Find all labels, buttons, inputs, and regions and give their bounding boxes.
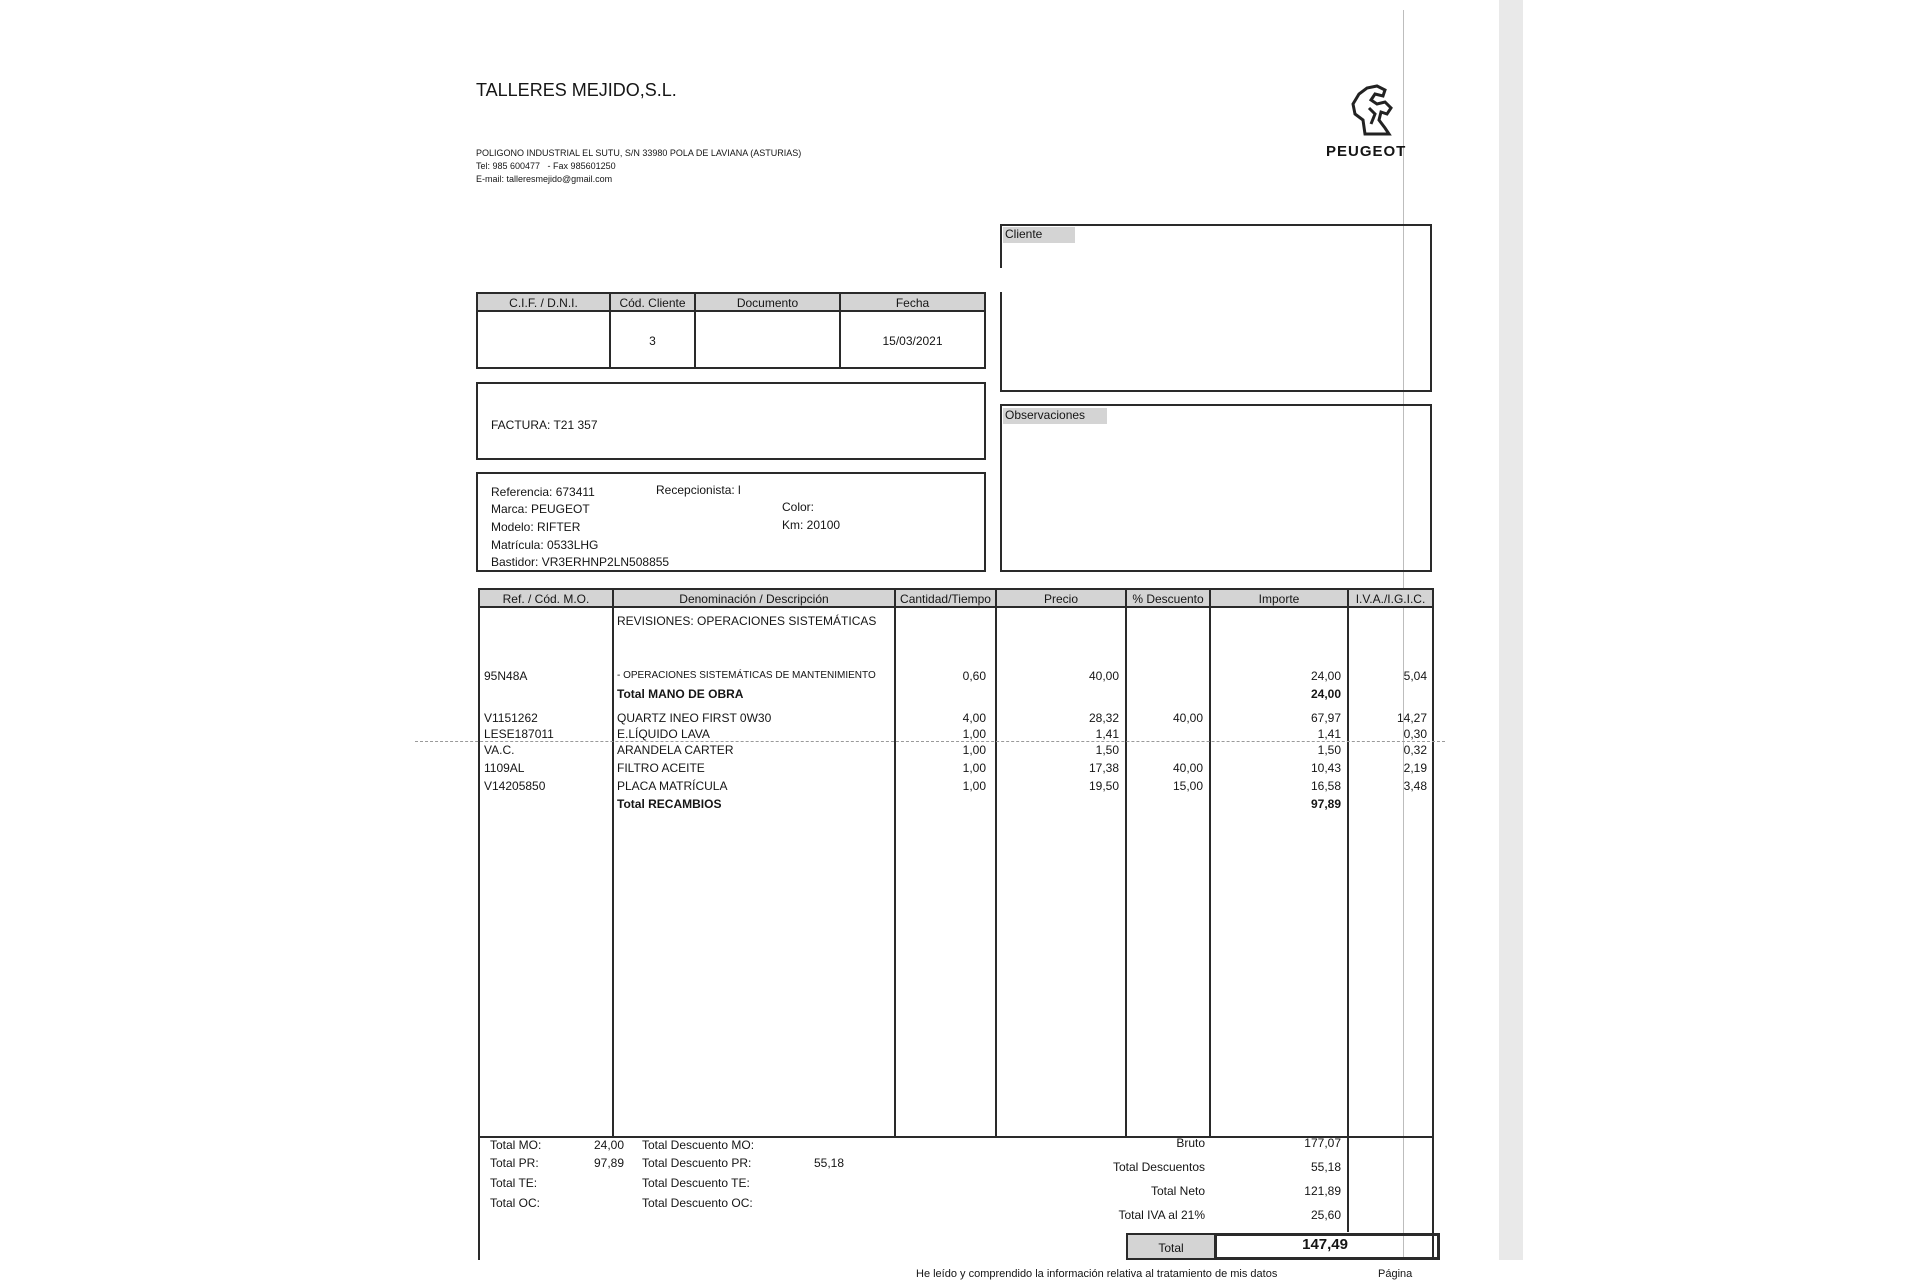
line-item-price: 1,41 xyxy=(1095,727,1119,741)
line-item-amount: 24,00 xyxy=(1310,669,1341,683)
line-item-amount: 67,97 xyxy=(1310,711,1341,725)
id-table-header-line xyxy=(476,310,986,312)
summary-right-value: 25,60 xyxy=(1310,1208,1341,1222)
id-header-cif: C.I.F. / D.N.I. xyxy=(509,296,578,310)
line-item-desc: PLACA MATRÍCULA xyxy=(617,779,728,793)
summary-left-disc-label: Total Descuento TE: xyxy=(642,1176,750,1190)
id-value-fecha: 15/03/2021 xyxy=(882,334,943,348)
summary-divider xyxy=(1347,1136,1349,1232)
line-item-ref: V1151262 xyxy=(484,711,538,725)
line-item-desc: Total MANO DE OBRA xyxy=(617,687,744,701)
summary-left-label: Total MO: xyxy=(490,1138,542,1152)
line-item-qty: 1,00 xyxy=(962,779,986,793)
summary-right-label: Total IVA al 21% xyxy=(1118,1208,1205,1222)
line-item-desc: ARANDELA CARTER xyxy=(617,743,734,757)
summary-left-disc-value: 55,18 xyxy=(813,1156,844,1170)
col-header-cantidad: Cantidad/Tiempo xyxy=(900,592,991,606)
line-item-price: 28,32 xyxy=(1088,711,1119,725)
line-item-ref: VA.C. xyxy=(484,743,515,757)
brand-name: PEUGEOT xyxy=(1326,143,1407,160)
col-header-iva: I.V.A./I.G.I.C. xyxy=(1355,592,1426,606)
company-email: E-mail: talleresmejido@gmail.com xyxy=(476,174,613,184)
total-value: 147,49 xyxy=(1302,1236,1348,1253)
vehicle-km: Km: 20100 xyxy=(782,518,841,532)
client-label: Cliente xyxy=(1003,227,1075,243)
vehicle-modelo: Modelo: RIFTER xyxy=(491,520,581,534)
line-item-disc: 40,00 xyxy=(1172,711,1203,725)
peugeot-lion-logo-icon xyxy=(1345,80,1401,138)
line-item-ref: 95N48A xyxy=(484,669,528,683)
line-item-amount: 10,43 xyxy=(1310,761,1341,775)
line-item-qty: 4,00 xyxy=(962,711,986,725)
total-label: Total xyxy=(1158,1241,1184,1255)
summary-right-value: 121,89 xyxy=(1304,1184,1341,1198)
line-item-qty: 1,00 xyxy=(962,743,986,757)
vehicle-recepcionista: Recepcionista: l xyxy=(656,483,741,497)
line-item-amount: 97,89 xyxy=(1310,797,1341,811)
summary-left-disc-label: Total Descuento MO: xyxy=(642,1138,755,1152)
vehicle-referencia: Referencia: 673411 xyxy=(491,485,595,499)
col-header-ref: Ref. / Cód. M.O. xyxy=(502,592,590,606)
line-item-desc: Total RECAMBIOS xyxy=(617,797,722,811)
col-header-precio: Precio xyxy=(1043,592,1078,606)
invoice-number: FACTURA: T21 357 xyxy=(491,418,598,432)
summary-right-value: 177,07 xyxy=(1304,1136,1341,1150)
col-header-importe: Importe xyxy=(1258,592,1300,606)
id-header-cod-cliente: Cód. Cliente xyxy=(619,296,686,310)
line-item-price: 40,00 xyxy=(1088,669,1119,683)
line-item-amount: 24,00 xyxy=(1310,687,1341,701)
line-item-desc: - OPERACIONES SISTEMÁTICAS DE MANTENIMIENTO xyxy=(617,670,876,681)
company-name: TALLERES MEJIDO,S.L. xyxy=(476,80,677,100)
line-item-price: 17,38 xyxy=(1088,761,1119,775)
summary-left-disc-label: Total Descuento PR: xyxy=(642,1156,752,1170)
line-item-ref: V14205850 xyxy=(484,779,546,793)
client-box-left-edge-lower xyxy=(1000,292,1002,392)
summary-left-label: Total PR: xyxy=(490,1156,539,1170)
line-item-vat: 0,30 xyxy=(1403,727,1427,741)
section-title: REVISIONES: OPERACIONES SISTEMÁTICAS xyxy=(617,614,877,628)
observations-box xyxy=(1000,404,1432,572)
vehicle-marca: Marca: PEUGEOT xyxy=(491,502,590,516)
line-item-amount: 1,41 xyxy=(1317,727,1341,741)
summary-left-disc-label: Total Descuento OC: xyxy=(642,1196,753,1210)
line-item-disc: 40,00 xyxy=(1172,761,1203,775)
id-header-documento: Documento xyxy=(736,296,799,310)
line-item-vat: 3,48 xyxy=(1403,779,1427,793)
summary-right-value: 55,18 xyxy=(1310,1160,1341,1174)
summary-left-value: 97,89 xyxy=(593,1156,624,1170)
summary-right-label: Total Neto xyxy=(1150,1184,1205,1198)
line-item-price: 19,50 xyxy=(1088,779,1119,793)
line-item-desc: QUARTZ INEO FIRST 0W30 xyxy=(617,711,772,725)
client-box-left-edge xyxy=(1000,224,1002,268)
page-edge-shadow xyxy=(1499,0,1523,1260)
line-item-qty: 1,00 xyxy=(962,727,986,741)
line-items-header-line xyxy=(478,606,1434,608)
line-item-vat: 0,32 xyxy=(1403,743,1427,757)
line-item-ref: LESE187011 xyxy=(484,727,554,741)
client-box xyxy=(1000,224,1432,392)
summary-right-label: Total Descuentos xyxy=(1112,1160,1205,1174)
line-item-amount: 16,58 xyxy=(1310,779,1341,793)
line-item-desc: E.LÍQUIDO LAVA xyxy=(617,727,710,741)
observations-label: Observaciones xyxy=(1003,408,1107,424)
line-item-qty: 1,00 xyxy=(962,761,986,775)
summary-left-value: 24,00 xyxy=(593,1138,624,1152)
footer-page-label: Página xyxy=(1378,1268,1413,1280)
id-header-fecha: Fecha xyxy=(895,296,930,310)
vehicle-bastidor: Bastidor: VR3ERHNP2LN508855 xyxy=(491,555,670,569)
col-divider xyxy=(1125,588,1127,1138)
scan-artifact-line xyxy=(415,741,1445,742)
footer-consent: He leído y comprendido la información relativa al tratamiento de mis datos xyxy=(916,1268,1278,1280)
line-item-amount: 1,50 xyxy=(1317,743,1341,757)
line-item-vat: 2,19 xyxy=(1403,761,1427,775)
line-item-qty: 0,60 xyxy=(962,669,986,683)
col-header-descuento: % Descuento xyxy=(1132,592,1204,606)
col-header-descripcion: Denominación / Descripción xyxy=(679,592,829,606)
vehicle-matricula: Matrícula: 0533LHG xyxy=(491,538,599,552)
line-item-vat: 14,27 xyxy=(1396,711,1427,725)
id-value-cod-cliente: 3 xyxy=(649,334,656,348)
summary-right-label: Bruto xyxy=(1176,1136,1205,1150)
line-item-desc: FILTRO ACEITE xyxy=(617,761,705,775)
line-item-vat: 5,04 xyxy=(1403,669,1427,683)
company-phone: Tel: 985 600477 - Fax 985601250 xyxy=(476,161,616,171)
col-divider xyxy=(612,588,614,1138)
line-item-disc: 15,00 xyxy=(1172,779,1203,793)
line-item-ref: 1109AL xyxy=(484,761,525,775)
line-item-price: 1,50 xyxy=(1095,743,1119,757)
company-address: POLIGONO INDUSTRIAL EL SUTU, S/N 33980 POLA DE LAVIANA (ASTURIAS) xyxy=(476,148,802,158)
summary-left-label: Total TE: xyxy=(490,1176,538,1190)
summary-left-label: Total OC: xyxy=(490,1196,541,1210)
vehicle-color: Color: xyxy=(782,500,815,514)
